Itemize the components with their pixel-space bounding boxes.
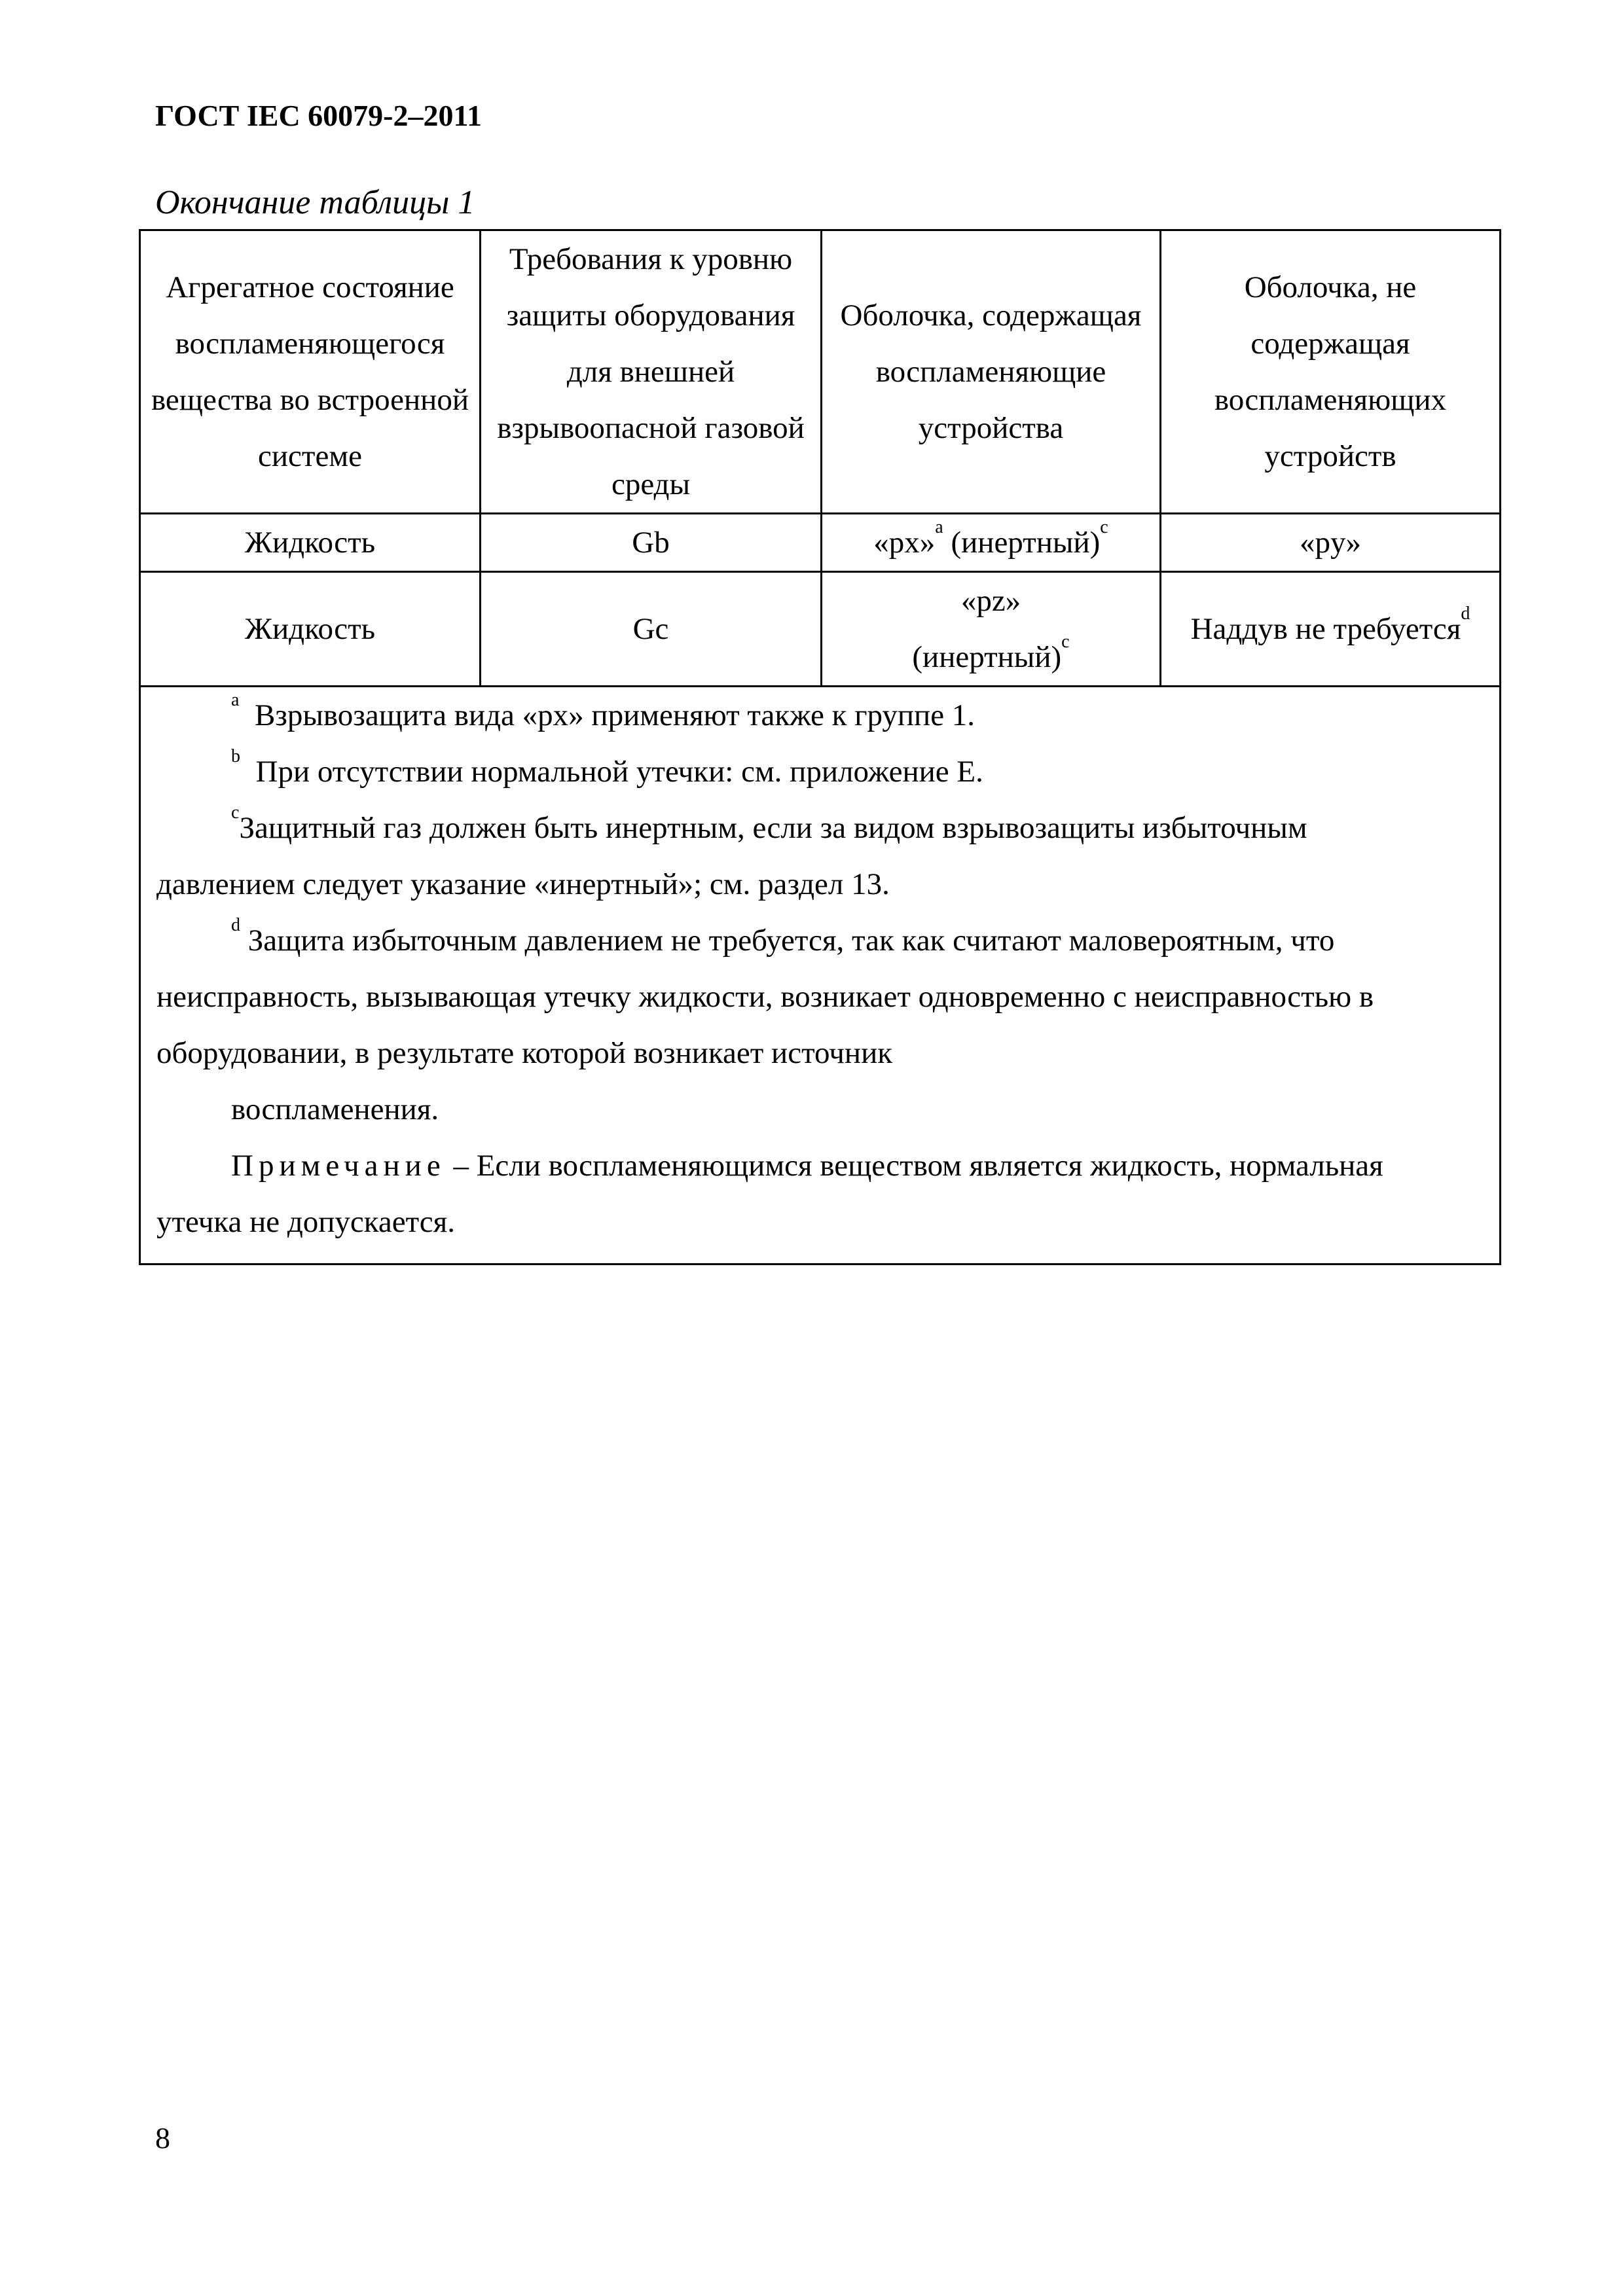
requirements-table <box>139 229 1501 1265</box>
table-row <box>140 572 1501 687</box>
footnote-d-cont: воспламенения. <box>231 1092 439 1126</box>
table-cell: Жидкость <box>140 572 481 687</box>
footnote-b: $^b$ При отсутствии нормальной утечки: см. приложение Е. <box>231 746 983 789</box>
cell-text: (инертный) <box>943 526 1101 560</box>
footnote-ref: c <box>1100 517 1108 537</box>
cell-text: «py» <box>1300 526 1361 560</box>
footnotes-cell <box>140 687 1501 1265</box>
footnote-d-cont: оборудовании, в результате которой возникает источник <box>156 1036 893 1070</box>
table-caption: Окончание таблицы 1 <box>155 184 475 221</box>
cell-text: «px» <box>873 526 936 560</box>
footnote-ref: d <box>1461 603 1470 624</box>
note-label: Примечание <box>231 1149 446 1183</box>
table-header-row <box>140 230 1501 514</box>
table-cell <box>1161 514 1501 572</box>
cell-text: «pz» <box>960 584 1021 618</box>
page-number: 8 <box>155 2121 170 2155</box>
column-header: Требования к уровню защиты оборудования для внешней взрывоопасной газовой среды <box>481 230 822 514</box>
footnote-d-cont: неисправность, вызывающая утечку жидкости, возникает одновременно с неисправностью в <box>156 980 1374 1014</box>
cell-text: Наддув не требуется <box>1190 612 1461 646</box>
column-header: Оболочка, не содержащая воспламеняющих устройств <box>1161 230 1501 514</box>
table-cell <box>1161 572 1501 687</box>
footnote-a: $^a$ Взрывозащита вида «px» применяют также к группе 1. <box>231 690 976 732</box>
column-header: Оболочка, содержащая воспламеняющие устройства <box>822 230 1161 514</box>
cell-text: (инертный) <box>912 640 1062 674</box>
footnote-c-cont: давлением следует указание «инертный»; см. раздел 13. <box>156 867 890 901</box>
table-cell: Gc <box>481 572 822 687</box>
footnotes-row <box>140 687 1501 1265</box>
document-code: ГОСТ IEC 60079-2–2011 <box>155 99 482 132</box>
footnote-d: $^d$ Защита избыточным давлением не требуется, так как считают маловероятным, что <box>231 915 1335 958</box>
table-cell: Gb <box>481 514 822 572</box>
table-cell <box>822 514 1161 572</box>
table-row <box>140 514 1501 572</box>
footnote-ref: c <box>1061 632 1070 652</box>
table-cell: Жидкость <box>140 514 481 572</box>
table-cell <box>822 572 1161 687</box>
footnote-ref: a <box>935 517 943 537</box>
table-note-cont: утечка не допускается. <box>156 1205 455 1239</box>
footnote-c: $^c$Защитный газ должен быть инертным, если за видом взрывозащиты избыточным <box>231 802 1307 845</box>
column-header: Агрегатное состояние воспламеняющегося вещества во встроенной системе <box>140 230 481 514</box>
table-note: Примечание – Если воспламеняющимся веществом является жидкость, нормальная <box>231 1149 1383 1183</box>
